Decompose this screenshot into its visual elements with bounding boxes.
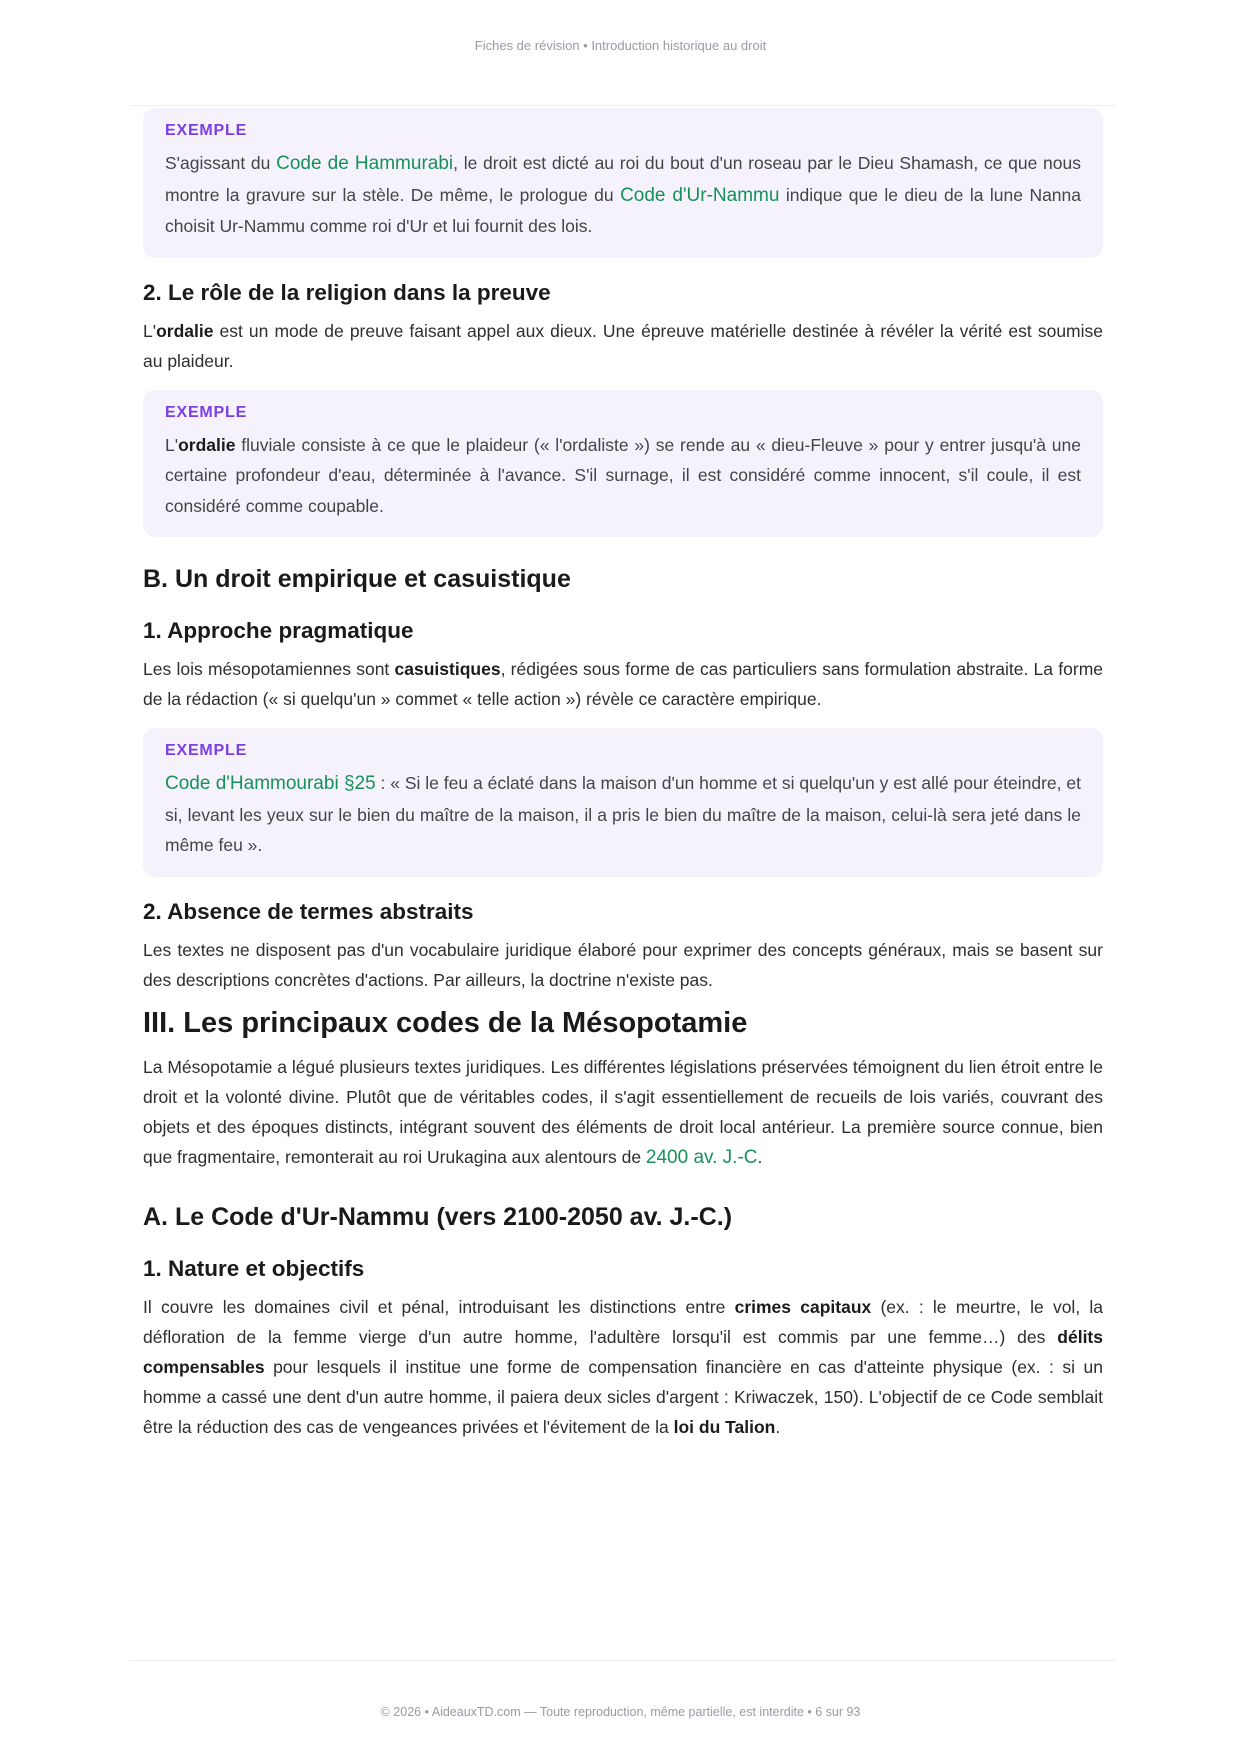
- example-text: [165, 768, 1081, 861]
- paragraph: [143, 654, 1103, 714]
- text-run: Il couvre les domaines civil et pénal, introduisant les distinctions entre: [143, 1296, 735, 1317]
- text-run: .: [775, 1416, 781, 1437]
- link-2400-av-jc[interactable]: 2400 av. J.-C: [645, 1146, 758, 1168]
- section-title: 2. Absence de termes abstraits: [143, 898, 474, 924]
- text-run: (ex. : le meurtre, le vol, la défloration de la femme vierge d'un autre homme, l'adultère lorsqu'il est commis par une femme…) des: [143, 1296, 1104, 1347]
- example-text: [165, 430, 1081, 522]
- bold-term: crimes capitaux: [734, 1296, 872, 1317]
- text-run: L': [143, 320, 157, 341]
- header-divider: [130, 105, 1116, 106]
- text-run: : « Si le feu a éclaté dans la maison d'un homme et si quelqu'un y est allé pour éteindre, et si, levant les yeux sur le bien du maître de la maison, il a pris le bien du maître de la maison, celui-là sera jeté dans le même feu ».: [165, 773, 1081, 855]
- text-run: L': [165, 434, 179, 455]
- footer-divider: [130, 1660, 1116, 1661]
- link-code-hammourabi-25[interactable]: Code d'Hammourabi §25: [165, 773, 376, 794]
- running-header: Fiches de révision • Introduction historique au droit: [474, 38, 767, 53]
- text-run: , rédigées sous forme de cas particuliers sans formulation abstraite. La forme de la rédaction (« si quelqu'un » commet « telle action ») révèle ce caractère empirique.: [143, 659, 1104, 709]
- paragraph: Les textes ne disposent pas d'un vocabulaire juridique élaboré pour exprimer des concepts généraux, mais se basent sur des descriptions concrètes d'actions. Par ailleurs, la doctrine n'existe pas.: [143, 939, 1103, 990]
- text-run: pour lesquels il institue une forme de compensation financière en cas d'atteinte physique (ex. : si un homme a cassé une dent d'un autre homme, il paiera deux sicles d'argent : Kriwaczek, 150). L'objectif de ce Code semblait être la réduction des cas de vengeances privées et l'évitement de la: [143, 1356, 1103, 1437]
- link-code-ur-nammu[interactable]: Code d'Ur-Nammu: [620, 184, 780, 206]
- paragraph: [143, 1292, 1103, 1442]
- text-run: est un mode de preuve faisant appel aux dieux. Une épreuve matérielle destinée à révéler la vérité est soumise au plaideur.: [143, 320, 1103, 371]
- example-label: EXEMPLE: [165, 122, 248, 139]
- chapter-title: III. Les principaux codes de la Mésopotamie: [143, 1006, 748, 1039]
- example-label: EXEMPLE: [165, 403, 248, 421]
- bold-term: ordalie: [156, 320, 214, 341]
- text-run: Les lois mésopotamiennes sont: [143, 659, 395, 679]
- example-text: [165, 148, 1081, 242]
- example-box: [143, 728, 1103, 877]
- bold-term: loi du Talion: [673, 1416, 776, 1437]
- example-box: [143, 108, 1103, 258]
- subsection-title: B. Un droit empirique et casuistique: [143, 565, 571, 593]
- link-code-hammurabi[interactable]: Code de Hammurabi: [276, 153, 454, 174]
- text-run: fluviale consiste à ce que le plaideur (« l'ordaliste ») se rende au « dieu-Fleuve » pour y entrer jusqu'à une certaine profondeur d'eau, déterminée à l'avance. S'il surnage, il est considéré comme innocent, s'il coule, il est considéré comme coupable.: [165, 434, 1081, 516]
- subsection-title: A. Le Code d'Ur-Nammu (vers 2100-2050 av. J.-C.): [143, 1202, 733, 1231]
- section-title: 1. Nature et objectifs: [143, 1255, 365, 1281]
- example-label: EXEMPLE: [165, 742, 248, 759]
- text-run: indique que le dieu de la lune Nanna choisit Ur-Nammu comme roi d'Ur et lui fournit des lois.: [165, 184, 1082, 236]
- text-run: S'agissant du: [165, 153, 277, 173]
- bold-term: délits compensables: [143, 1326, 1103, 1377]
- section-title: 1. Approche pragmatique: [143, 618, 414, 643]
- text-run: , le droit est dicté au roi du bout d'un roseau par le Dieu Shamash, ce que nous montre la gravure sur la stèle. De même, le prologue du: [165, 153, 1082, 205]
- paragraph: [143, 1052, 1103, 1173]
- text-run: La Mésopotamie a légué plusieurs textes juridiques. Les différentes législations préservées témoignent du lien étroit entre le droit et la volonté divine. Plutôt que de véritables codes, il s'agit essentiellement de recueils de lois variés, couvrant des objets et des époques distincts, intégrant souvent des éléments de droit local antérieur. La première source connue, bien que fragmentaire, remonterait au roi Urukagina aux alentours de: [143, 1056, 1103, 1167]
- paragraph: [143, 316, 1103, 376]
- bold-term: casuistiques: [394, 659, 501, 679]
- bold-term: ordalie: [178, 434, 236, 455]
- text-run: .: [757, 1146, 763, 1167]
- page-footer: © 2026 • AideauxTD.com — Toute reproduction, même partielle, est interdite • 6 sur 93: [380, 1705, 861, 1719]
- example-box: [143, 390, 1103, 538]
- page-content: [143, 108, 1103, 1442]
- section-title: 2. Le rôle de la religion dans la preuve: [143, 279, 551, 305]
